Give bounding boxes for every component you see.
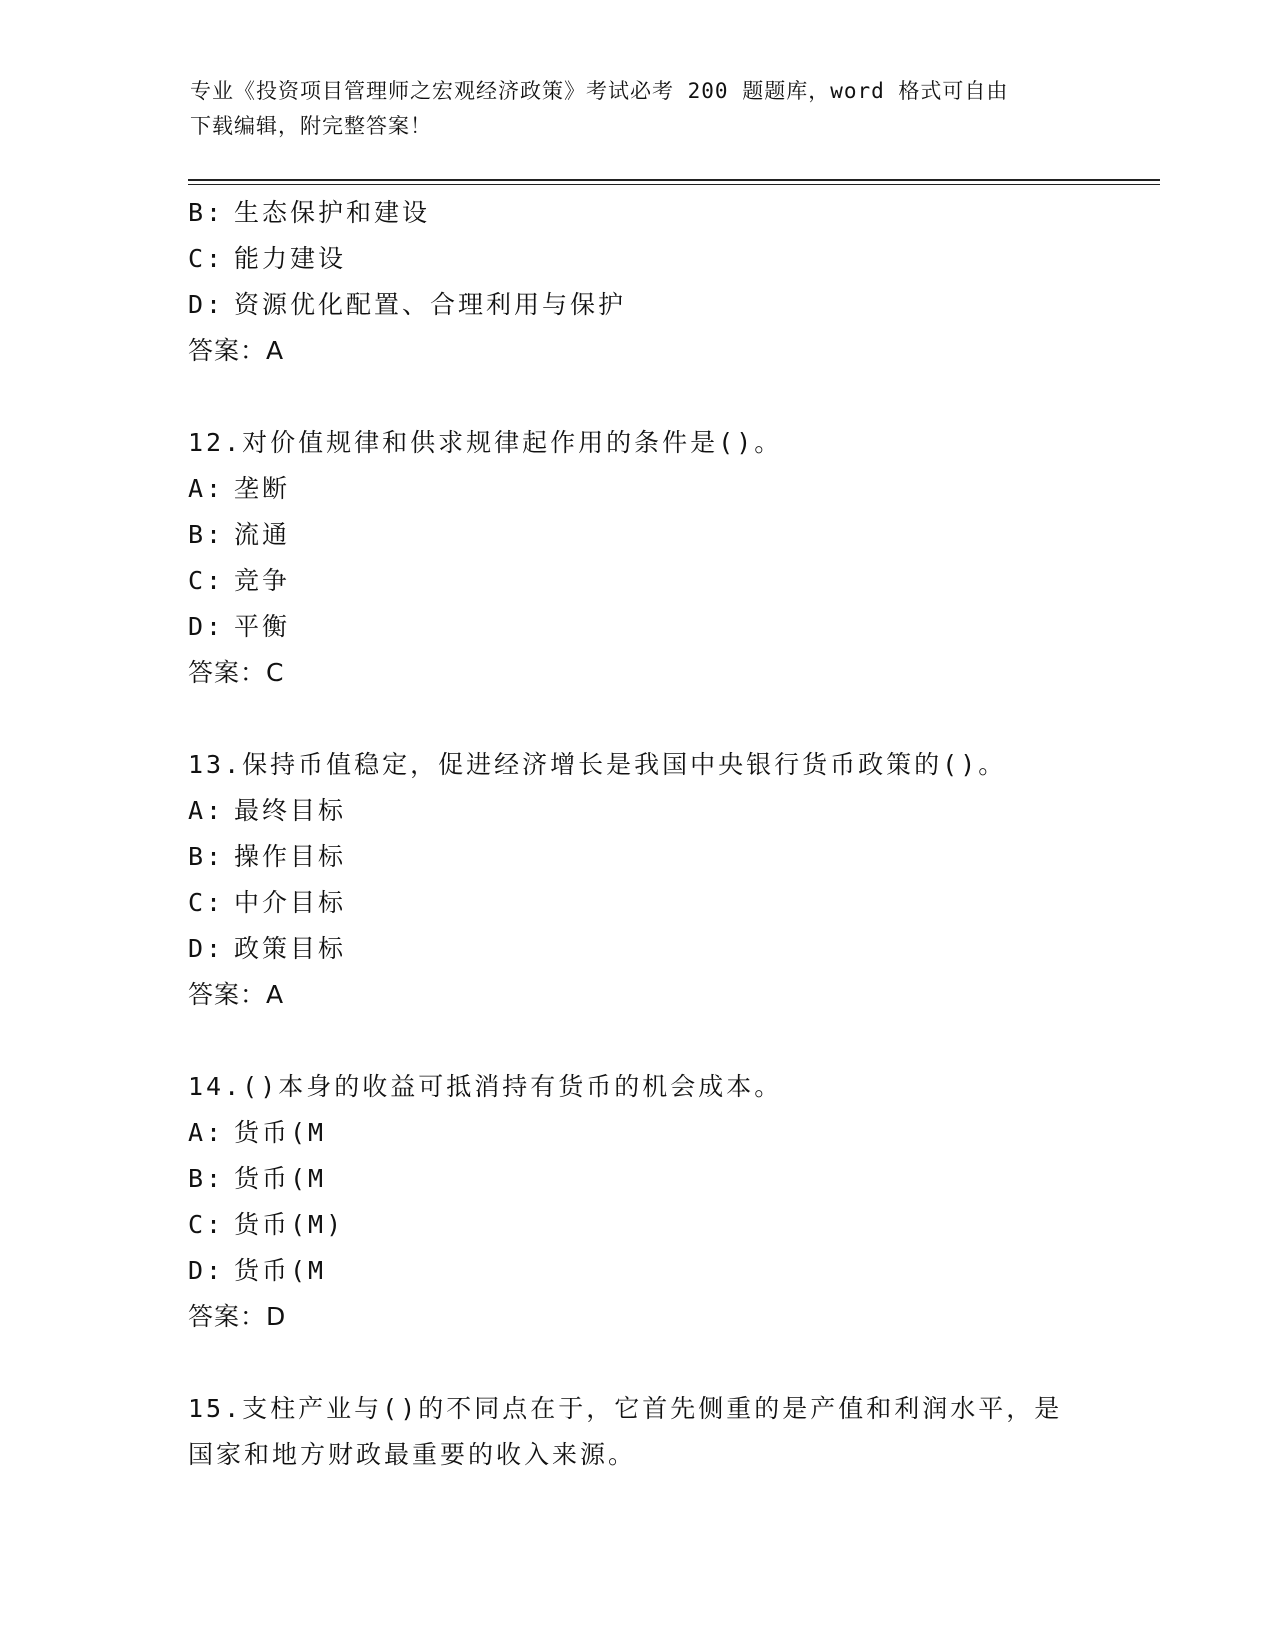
- question-stem-line-1: 15.支柱产业与()的不同点在于，它首先侧重的是产值和利润水平，是: [188, 1394, 1063, 1423]
- option-text: 能力建设: [234, 244, 347, 273]
- option-key: B:: [188, 842, 225, 871]
- header-rule-thick: [188, 179, 1160, 181]
- question-stem: 12.对价值规律和供求规律起作用的条件是()。: [188, 428, 783, 457]
- question-stem: 13.保持币值稳定，促进经济增长是我国中央银行货币政策的()。: [188, 750, 1007, 779]
- option-text: 操作目标: [234, 842, 347, 871]
- header-line-2: 下载编辑，附完整答案！: [190, 114, 432, 138]
- option-key: C:: [188, 566, 225, 595]
- option-key: B:: [188, 1164, 225, 1193]
- option-text: 竞争: [234, 566, 291, 595]
- option-b: [188, 190, 1148, 236]
- answer: 答案：A: [188, 980, 285, 1009]
- option-text: 流通: [234, 520, 291, 549]
- option-key: A:: [188, 1118, 225, 1147]
- header-rule-thin: [188, 184, 1160, 185]
- option-text: 政策目标: [234, 934, 347, 963]
- option-text: 资源优化配置、合理利用与保护: [234, 290, 627, 319]
- document-body: [188, 190, 1148, 1478]
- option-text: 最终目标: [234, 796, 347, 825]
- option-b: [188, 512, 1148, 558]
- option-d: [188, 1248, 1148, 1294]
- option-b: [188, 834, 1148, 880]
- option-text: 货币(M: [234, 1164, 327, 1193]
- option-key: A:: [188, 796, 225, 825]
- option-key: D:: [188, 934, 225, 963]
- option-key: D:: [188, 612, 225, 641]
- option-key: C:: [188, 1210, 225, 1239]
- option-a: [188, 1110, 1148, 1156]
- option-key: A:: [188, 474, 225, 503]
- option-text: 中介目标: [234, 888, 347, 917]
- option-key: D:: [188, 1256, 225, 1285]
- option-a: [188, 466, 1148, 512]
- option-text: 垄断: [234, 474, 291, 503]
- option-c: [188, 558, 1148, 604]
- question-stem: 14.()本身的收益可抵消持有货币的机会成本。: [188, 1072, 783, 1101]
- option-d: [188, 604, 1148, 650]
- option-d: [188, 282, 1148, 328]
- answer: 答案：D: [188, 1302, 287, 1331]
- document-header: [190, 74, 1070, 144]
- option-key: C:: [188, 888, 225, 917]
- option-c: [188, 1202, 1148, 1248]
- option-key: B:: [188, 198, 225, 227]
- option-c: [188, 880, 1148, 926]
- option-a: [188, 788, 1148, 834]
- answer: 答案：A: [188, 336, 285, 365]
- option-text: 平衡: [234, 612, 291, 641]
- option-text: 货币(M: [234, 1118, 327, 1147]
- option-text: 生态保护和建设: [234, 198, 431, 227]
- answer: 答案：C: [188, 658, 285, 687]
- option-text: 货币(M): [234, 1210, 345, 1239]
- option-d: [188, 926, 1148, 972]
- option-key: D:: [188, 290, 225, 319]
- option-text: 货币(M: [234, 1256, 327, 1285]
- header-line-1: 专业《投资项目管理师之宏观经济政策》考试必考 200 题题库，word 格式可自由: [190, 79, 1009, 103]
- option-key: C:: [188, 244, 225, 273]
- question-stem-line-2: 国家和地方财政最重要的收入来源。: [188, 1440, 637, 1469]
- option-c: [188, 236, 1148, 282]
- option-b: [188, 1156, 1148, 1202]
- option-key: B:: [188, 520, 225, 549]
